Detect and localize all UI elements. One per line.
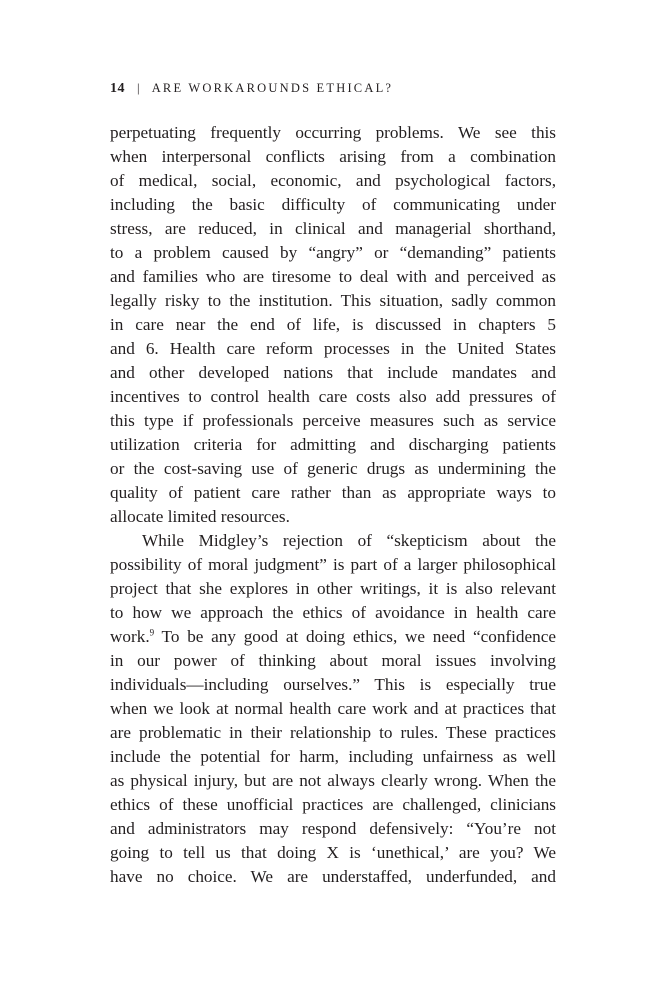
text-line: and administrators may respond defensively: “You’re not xyxy=(110,819,556,838)
text-line: in our power of thinking about moral issues involving xyxy=(110,651,556,670)
text-line: quality of patient care rather than as appropriate ways to xyxy=(110,483,556,502)
paragraph-2 xyxy=(110,529,556,889)
text-line: and families who are tiresome to deal with and perceived as xyxy=(110,267,556,286)
running-head xyxy=(110,80,393,97)
text-line: perpetuating frequently occurring problems. We see this xyxy=(110,123,556,142)
text-line: ethics of these unofficial practices are challenged, clinicians xyxy=(110,795,556,814)
text-line: are problematic in their relationship to rules. These practices xyxy=(110,723,556,742)
text-line: stress, are reduced, in clinical and managerial shorthand, xyxy=(110,219,556,238)
text-line: when interpersonal conflicts arising from a combination xyxy=(110,147,556,166)
text-line: going to tell us that doing X is ‘unethical,’ are you? We xyxy=(110,843,556,862)
text-line: including the basic difficulty of communicating under xyxy=(110,195,556,214)
text-line: to how we approach the ethics of avoidance in health care xyxy=(110,603,556,622)
text-line: in care near the end of life, is discussed in chapters 5 xyxy=(110,315,556,334)
text-line: or the cost-saving use of generic drugs as undermining the xyxy=(110,459,556,478)
text-line: include the potential for harm, including unfairness as well xyxy=(110,747,556,766)
text-line: and 6. Health care reform processes in the United States xyxy=(110,339,556,358)
text-line: when we look at normal health care work and at practices that xyxy=(110,699,556,718)
text-line: utilization criteria for admitting and discharging patients xyxy=(110,435,556,454)
body-text xyxy=(110,121,556,889)
paragraph-1 xyxy=(110,121,556,529)
text-fragment: To be any good at doing ethics, we need “confidence xyxy=(154,627,556,646)
footnote-marker[interactable]: 9 xyxy=(149,627,155,638)
running-head-separator: | xyxy=(137,81,142,95)
text-line: project that she explores in other writings, it is also relevant xyxy=(110,579,556,598)
text-line: of medical, social, economic, and psychological factors, xyxy=(110,171,556,190)
text-fragment: work. xyxy=(110,627,150,646)
text-line: legally risky to the institution. This situation, sadly common xyxy=(110,291,556,310)
text-line: to a problem caused by “angry” or “demanding” patients xyxy=(110,243,556,262)
text-line: and other developed nations that include mandates and xyxy=(110,363,556,382)
text-line: this type if professionals perceive measures such as service xyxy=(110,411,556,430)
text-line: have no choice. We are understaffed, underfunded, and xyxy=(110,867,556,886)
text-line: allocate limited resources. xyxy=(110,507,290,526)
text-line: as physical injury, but are not always clearly wrong. When the xyxy=(110,771,556,790)
text-line: possibility of moral judgment” is part of a larger philosophical xyxy=(110,555,556,574)
text-line: While Midgley’s rejection of “skepticism about the xyxy=(142,531,556,550)
text-line: individuals—including ourselves.” This is especially true xyxy=(110,675,556,694)
text-line-with-footnote xyxy=(110,625,556,649)
text-line: incentives to control health care costs also add pressures of xyxy=(110,387,556,406)
running-head-title: ARE WORKAROUNDS ETHICAL? xyxy=(151,81,394,95)
page-number: 14 xyxy=(110,81,125,96)
